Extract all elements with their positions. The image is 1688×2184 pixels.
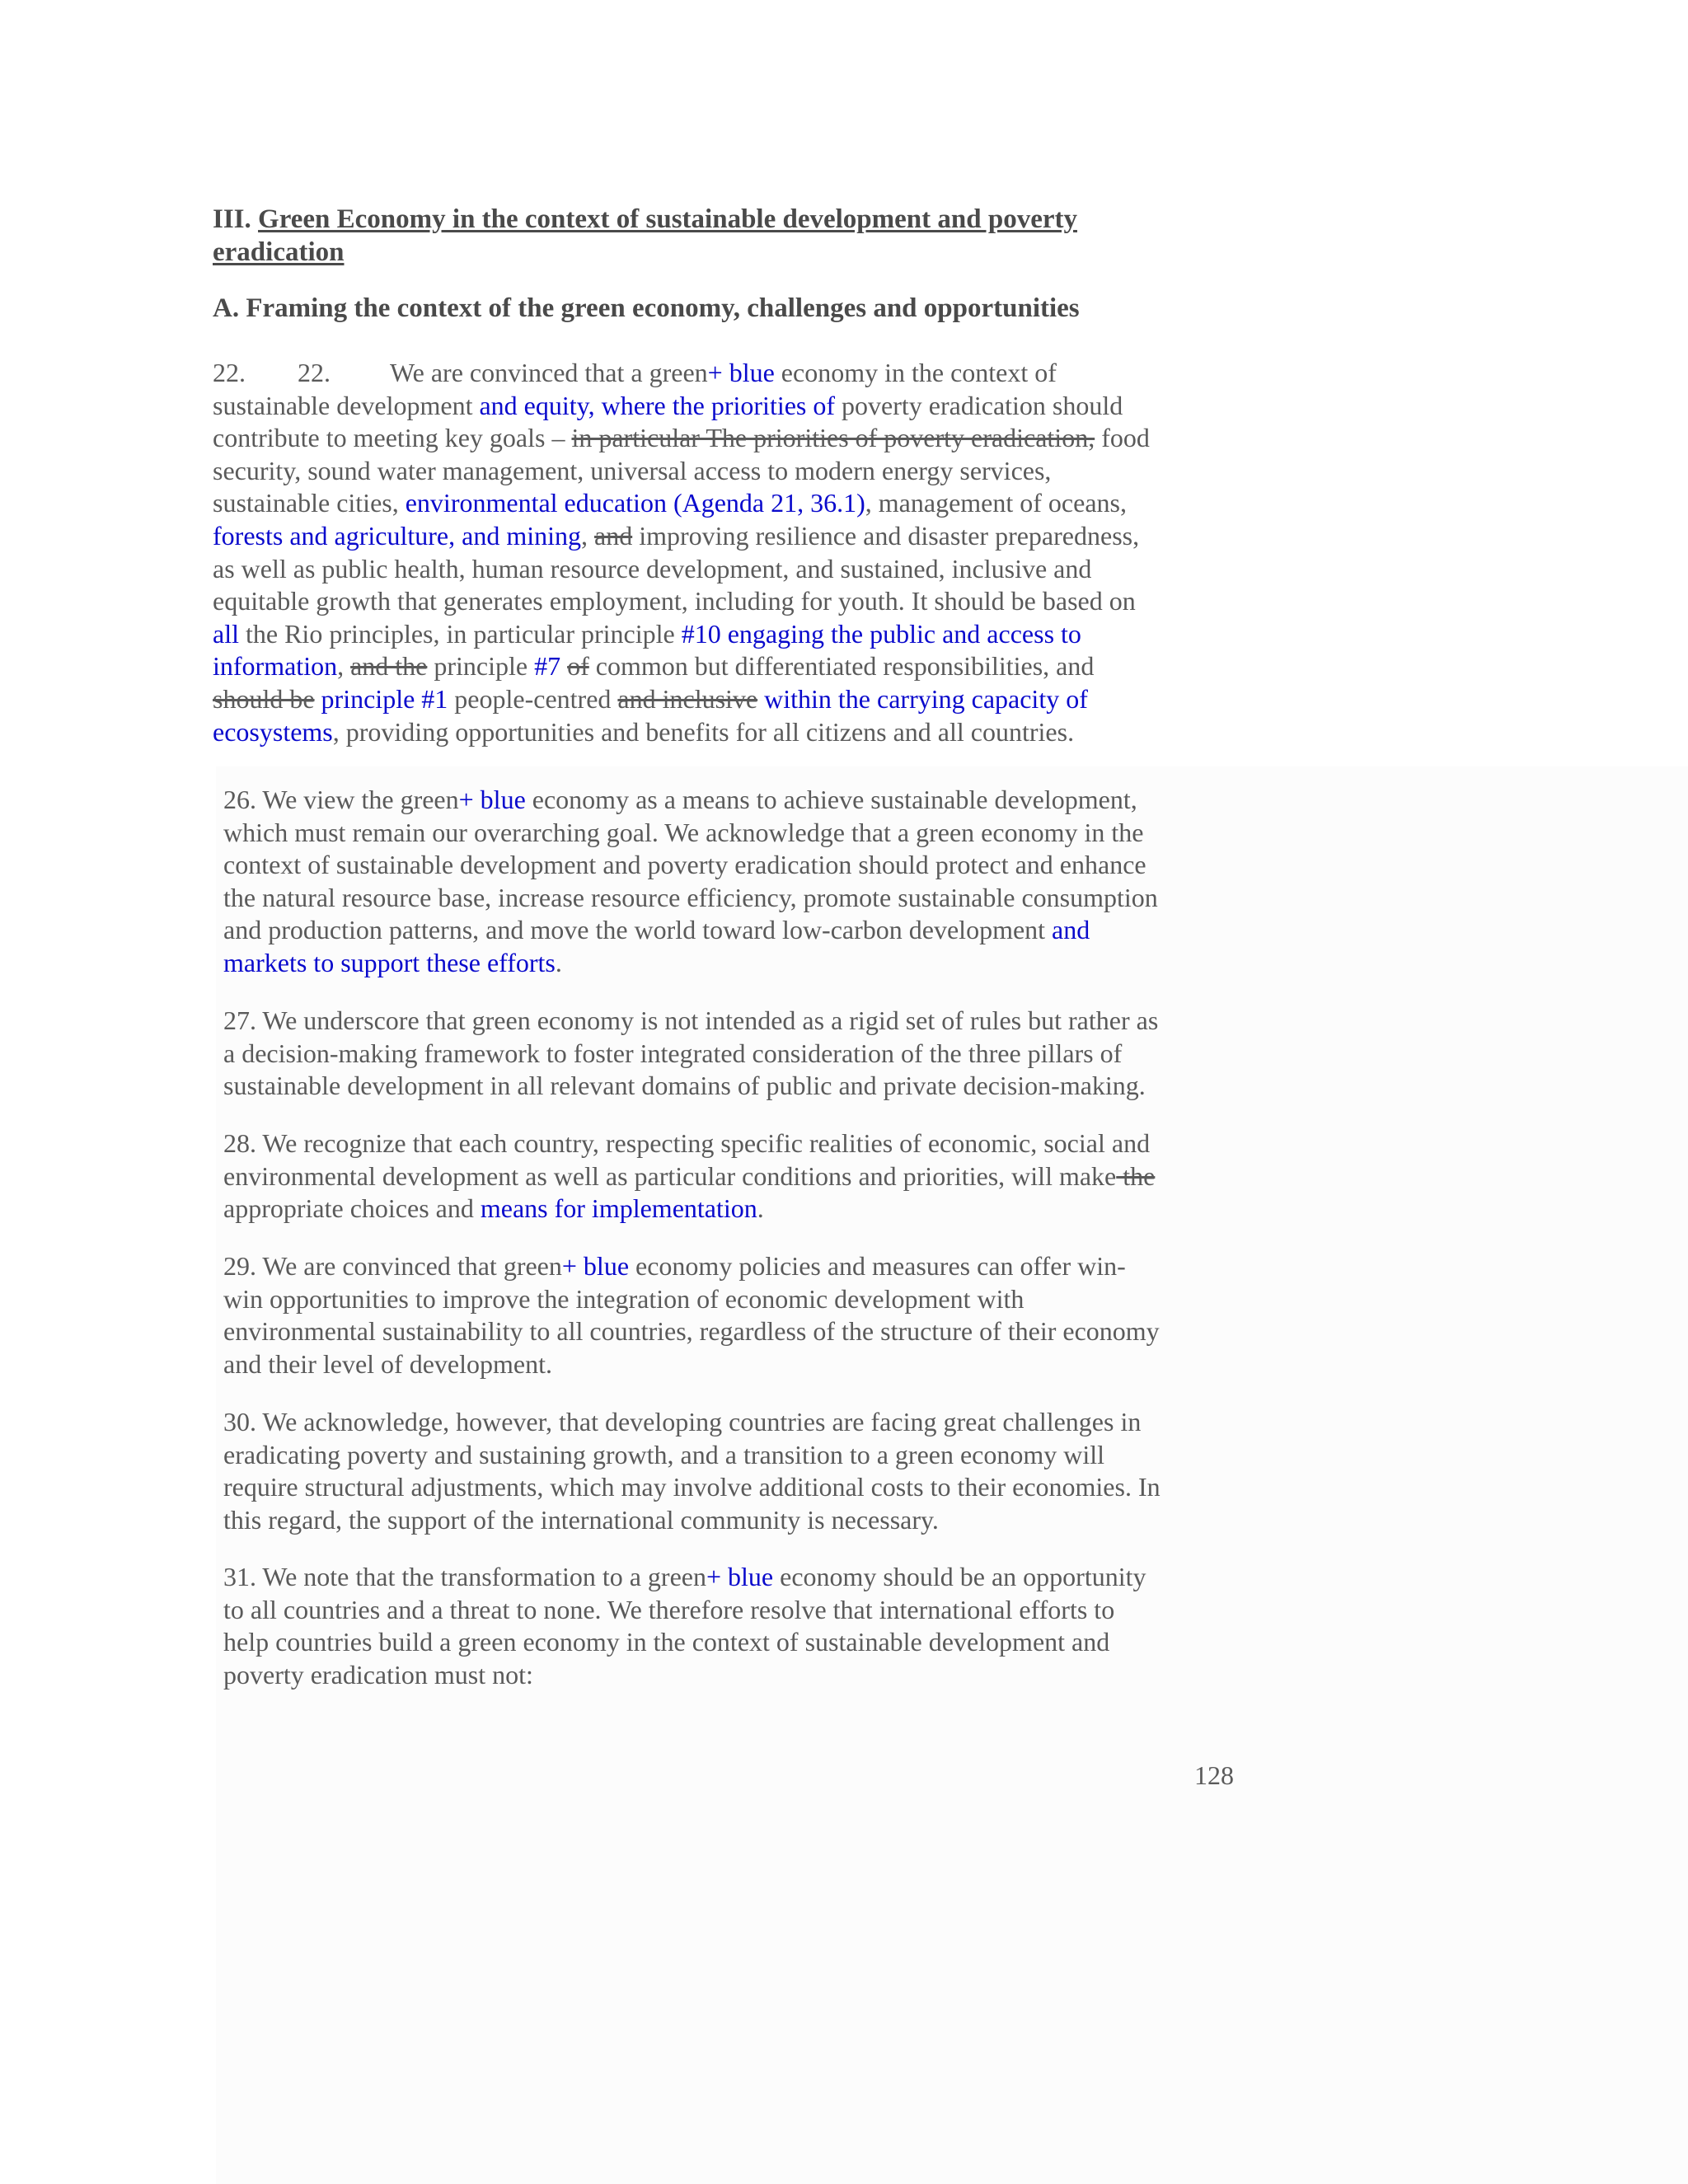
paragraph-line: a decision-making framework to foster integrated consideration of the three pillars of bbox=[223, 1038, 1123, 1068]
paragraph-28 bbox=[223, 1127, 1155, 1226]
paragraph-line: markets to support these efforts. bbox=[223, 947, 562, 977]
insertion: #10 engaging the public and access to bbox=[681, 618, 1081, 649]
paragraph-line: 22. 22. We are convinced that a green+ blue economy in the context of bbox=[213, 357, 1150, 390]
paragraph-line: 26. We view the green+ blue economy as a means to achieve sustainable development, bbox=[223, 785, 1137, 814]
insertion: + blue bbox=[561, 1251, 630, 1281]
deletion: and inclusive bbox=[617, 683, 758, 714]
paragraph-line: sustainable development in all relevant domains of public and private decision-making. bbox=[223, 1071, 1146, 1101]
deletion: the bbox=[1116, 1160, 1156, 1191]
insertion: forests and agriculture, and mining bbox=[213, 520, 581, 551]
insertion: principle #1 bbox=[321, 683, 448, 714]
paragraph-29 bbox=[223, 1250, 1160, 1380]
paragraph-line: to all countries and a threat to none. We therefore resolve that international efforts to bbox=[223, 1594, 1115, 1624]
subsection-title: A. Framing the context of the green economy, challenges and opportunities bbox=[213, 293, 1080, 323]
paragraph-line: environmental sustainability to all countries, regardless of the structure of their economy bbox=[223, 1316, 1160, 1347]
paragraph-line: security, sound water management, universal access to modern energy services, bbox=[213, 455, 1052, 485]
paragraph-line: 27. We underscore that green economy is not intended as a rigid set of rules but rather as bbox=[223, 1005, 1159, 1035]
paragraph-line: 28. We recognize that each country, respecting specific realities of economic, social and bbox=[223, 1128, 1151, 1158]
deletion: and bbox=[593, 520, 633, 551]
paragraph-line: poverty eradication must not: bbox=[223, 1659, 533, 1690]
paragraph-line: require structural adjustments, which may involve additional costs to their economies. In bbox=[223, 1472, 1160, 1502]
paragraph-line: all the Rio principles, in particular principle #10 engaging the public and access to bbox=[213, 618, 1081, 649]
deletion: and the bbox=[350, 651, 428, 682]
paragraph-line: 30. We acknowledge, however, that developing countries are facing great challenges in bbox=[223, 1407, 1142, 1436]
paragraph-line: this regard, the support of the international community is necessary. bbox=[223, 1504, 939, 1535]
deletion: in particular The priorities of poverty eradication, bbox=[571, 423, 1095, 453]
insertion: and equity, where the priorities of bbox=[479, 390, 836, 420]
paragraph-line: eradicating poverty and sustaining growth, and a transition to a green economy will bbox=[223, 1439, 1105, 1469]
paragraph-line: information, and the principle #7 of common but differentiated responsibilities, and bbox=[213, 651, 1095, 682]
paragraph-number: 22. bbox=[298, 358, 331, 387]
paragraph-line: as well as public health, human resource development, and sustained, inclusive and bbox=[213, 553, 1092, 583]
deletion: should be bbox=[213, 683, 315, 714]
insertion: + blue bbox=[707, 358, 775, 387]
insertion: and bbox=[1052, 915, 1090, 945]
insertion: within the carrying capacity of bbox=[764, 683, 1088, 714]
insertion: markets to support these efforts bbox=[223, 947, 556, 977]
paragraph-31 bbox=[223, 1561, 1146, 1691]
section-title bbox=[213, 203, 1284, 269]
paragraph-line: the natural resource base, increase resource efficiency, promote sustainable consumption bbox=[223, 882, 1158, 912]
paragraph-line: equitable growth that generates employment, including for youth. It should be based on bbox=[213, 586, 1136, 616]
deletion: of bbox=[567, 651, 589, 682]
insertion: ecosystems bbox=[213, 716, 333, 747]
paragraph-22 bbox=[213, 357, 1150, 748]
insertion: means for implementation bbox=[480, 1193, 757, 1224]
paragraph-line: sustainable cities, environmental education (Agenda 21, 36.1), management of oceans, bbox=[213, 488, 1127, 518]
paragraph-line: and production patterns, and move the world toward low-carbon development and bbox=[223, 915, 1090, 945]
paragraph-line: ecosystems, providing opportunities and benefits for all citizens and all countries. bbox=[213, 716, 1075, 747]
insertion: #7 bbox=[534, 651, 561, 682]
paragraph-line: and their level of development. bbox=[223, 1348, 552, 1379]
paragraph-line: help countries build a green economy in the context of sustainable development and bbox=[223, 1627, 1110, 1657]
paragraph-line: 29. We are convinced that green+ blue economy policies and measures can offer win- bbox=[223, 1251, 1126, 1281]
paragraph-line: 31. We note that the transformation to a green+ blue economy should be an opportunity bbox=[223, 1562, 1146, 1591]
paragraph-line: contribute to meeting key goals – in particular The priorities of poverty eradication, food bbox=[213, 423, 1150, 453]
section-number: III. bbox=[213, 204, 251, 234]
section-title-text: Green Economy in the context of sustainable development and poverty eradication bbox=[213, 204, 1077, 267]
paragraph-line: win opportunities to improve the integration of economic development with bbox=[223, 1283, 1025, 1314]
paragraph-line: appropriate choices and means for implementation. bbox=[223, 1193, 764, 1224]
insertion: + blue bbox=[458, 785, 526, 814]
paragraph-number: 22. bbox=[213, 358, 246, 387]
insertion: all bbox=[213, 618, 239, 649]
paragraph-line: sustainable development and equity, where the priorities of poverty eradication should bbox=[213, 390, 1123, 420]
paragraph-27 bbox=[223, 1005, 1158, 1103]
insertion: information bbox=[213, 651, 338, 682]
paragraph-line: which must remain our overarching goal. We acknowledge that a green economy in the bbox=[223, 817, 1144, 847]
paragraph-line: context of sustainable development and poverty eradication should protect and enhance bbox=[223, 850, 1146, 880]
paragraph-26 bbox=[223, 784, 1158, 980]
paragraph-30 bbox=[223, 1406, 1160, 1536]
page-number: 128 bbox=[1194, 1760, 1234, 1790]
insertion: + blue bbox=[706, 1562, 774, 1591]
paragraph-line: forests and agriculture, and mining, and improving resilience and disaster preparedness, bbox=[213, 520, 1140, 551]
paragraph-line: should be principle #1 people-centred and inclusive within the carrying capacity of bbox=[213, 683, 1088, 714]
paragraph-line: environmental development as well as particular conditions and priorities, will make the bbox=[223, 1160, 1156, 1191]
insertion: environmental education (Agenda 21, 36.1) bbox=[405, 488, 865, 518]
